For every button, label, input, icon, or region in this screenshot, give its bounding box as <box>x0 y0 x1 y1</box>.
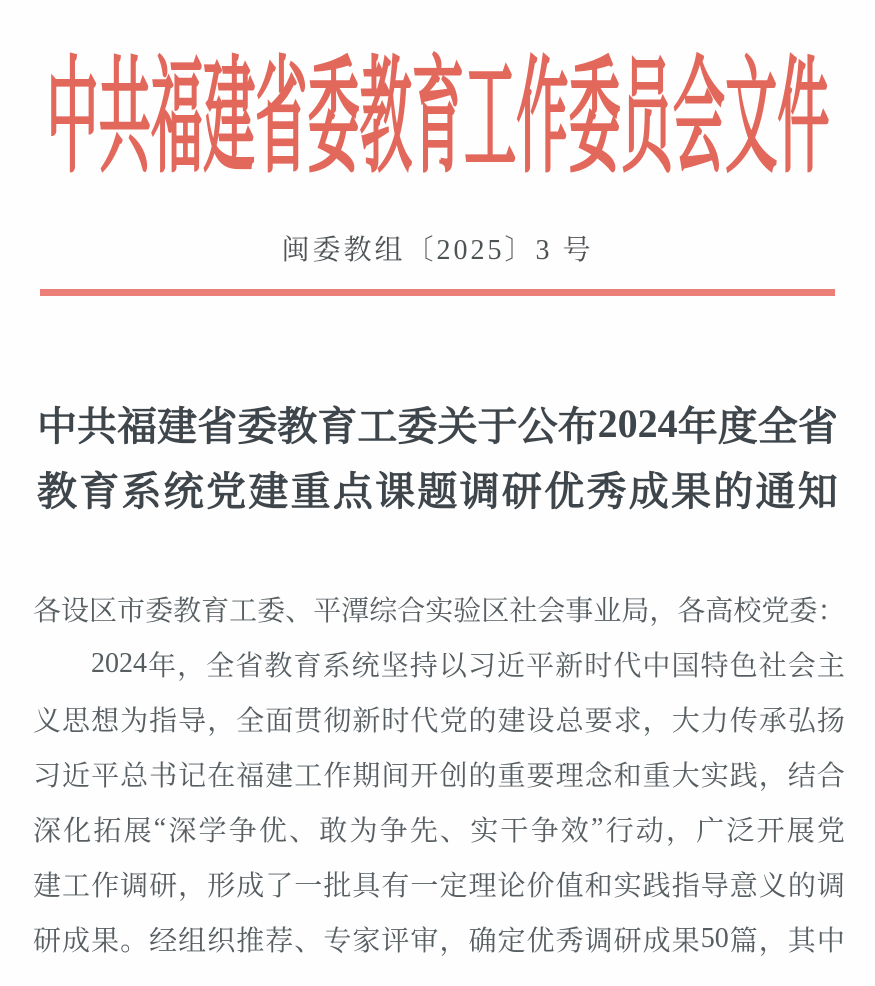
title-line-2: 教 育 系 统 党 建 重 点 课 题 调 研 优 秀 成 果 的 通 知 <box>37 469 838 514</box>
body-line: 义 思 想 为 指 导 ， 全 面 贯 彻 新 时 代 党 的 建 设 总 要 求 ， 大 力 传 承 弘 扬 <box>33 705 845 737</box>
letterhead-title: 中共福建省委教育工作委员会文件 <box>46 49 829 188</box>
body-line: 深 化 拓 展 “ 深 学 争 优 、 敢 为 争 先 、 实 干 争 效 ” 行 动 ， 广 泛 开 展 党 <box>33 812 845 847</box>
document-number: 闽委教组〔2025〕3 号 <box>281 235 594 266</box>
document-title <box>37 391 838 521</box>
letterhead <box>0 42 875 188</box>
body-line: 2024 年 ， 全 省 教 育 系 统 坚 持 以 习 近 平 新 时 代 中 国 特 色 社 会 主 <box>91 647 845 682</box>
body-line: 研 成 果 。 经 组 织 推 荐 、 专 家 评 审 ， 确 定 优 秀 调 研 成 果 50 篇 ， 其 中 <box>33 922 845 957</box>
body-line: 习 近 平 总 书 记 在 福 建 工 作 期 间 开 创 的 重 要 理 念 和 重 大 实 践 ， 结 合 <box>33 760 845 792</box>
body-line: 建 工 作 调 研 ， 形 成 了 一 批 具 有 一 定 理 论 价 值 和 实 践 指 导 意 义 的 调 <box>33 870 845 902</box>
red-divider-rule <box>40 289 835 296</box>
document-body <box>33 581 845 966</box>
salutation-line: 各 设 区 市 委 教 育 工 委 、 平 潭 综 合 实 验 区 社 会 事 业 局 ， 各 高 校 党 委 ： <box>33 595 846 627</box>
title-line-1: 中 共 福 建 省 委 教 育 工 委 关 于 公 布 2024 年 度 全 省 <box>37 401 838 449</box>
